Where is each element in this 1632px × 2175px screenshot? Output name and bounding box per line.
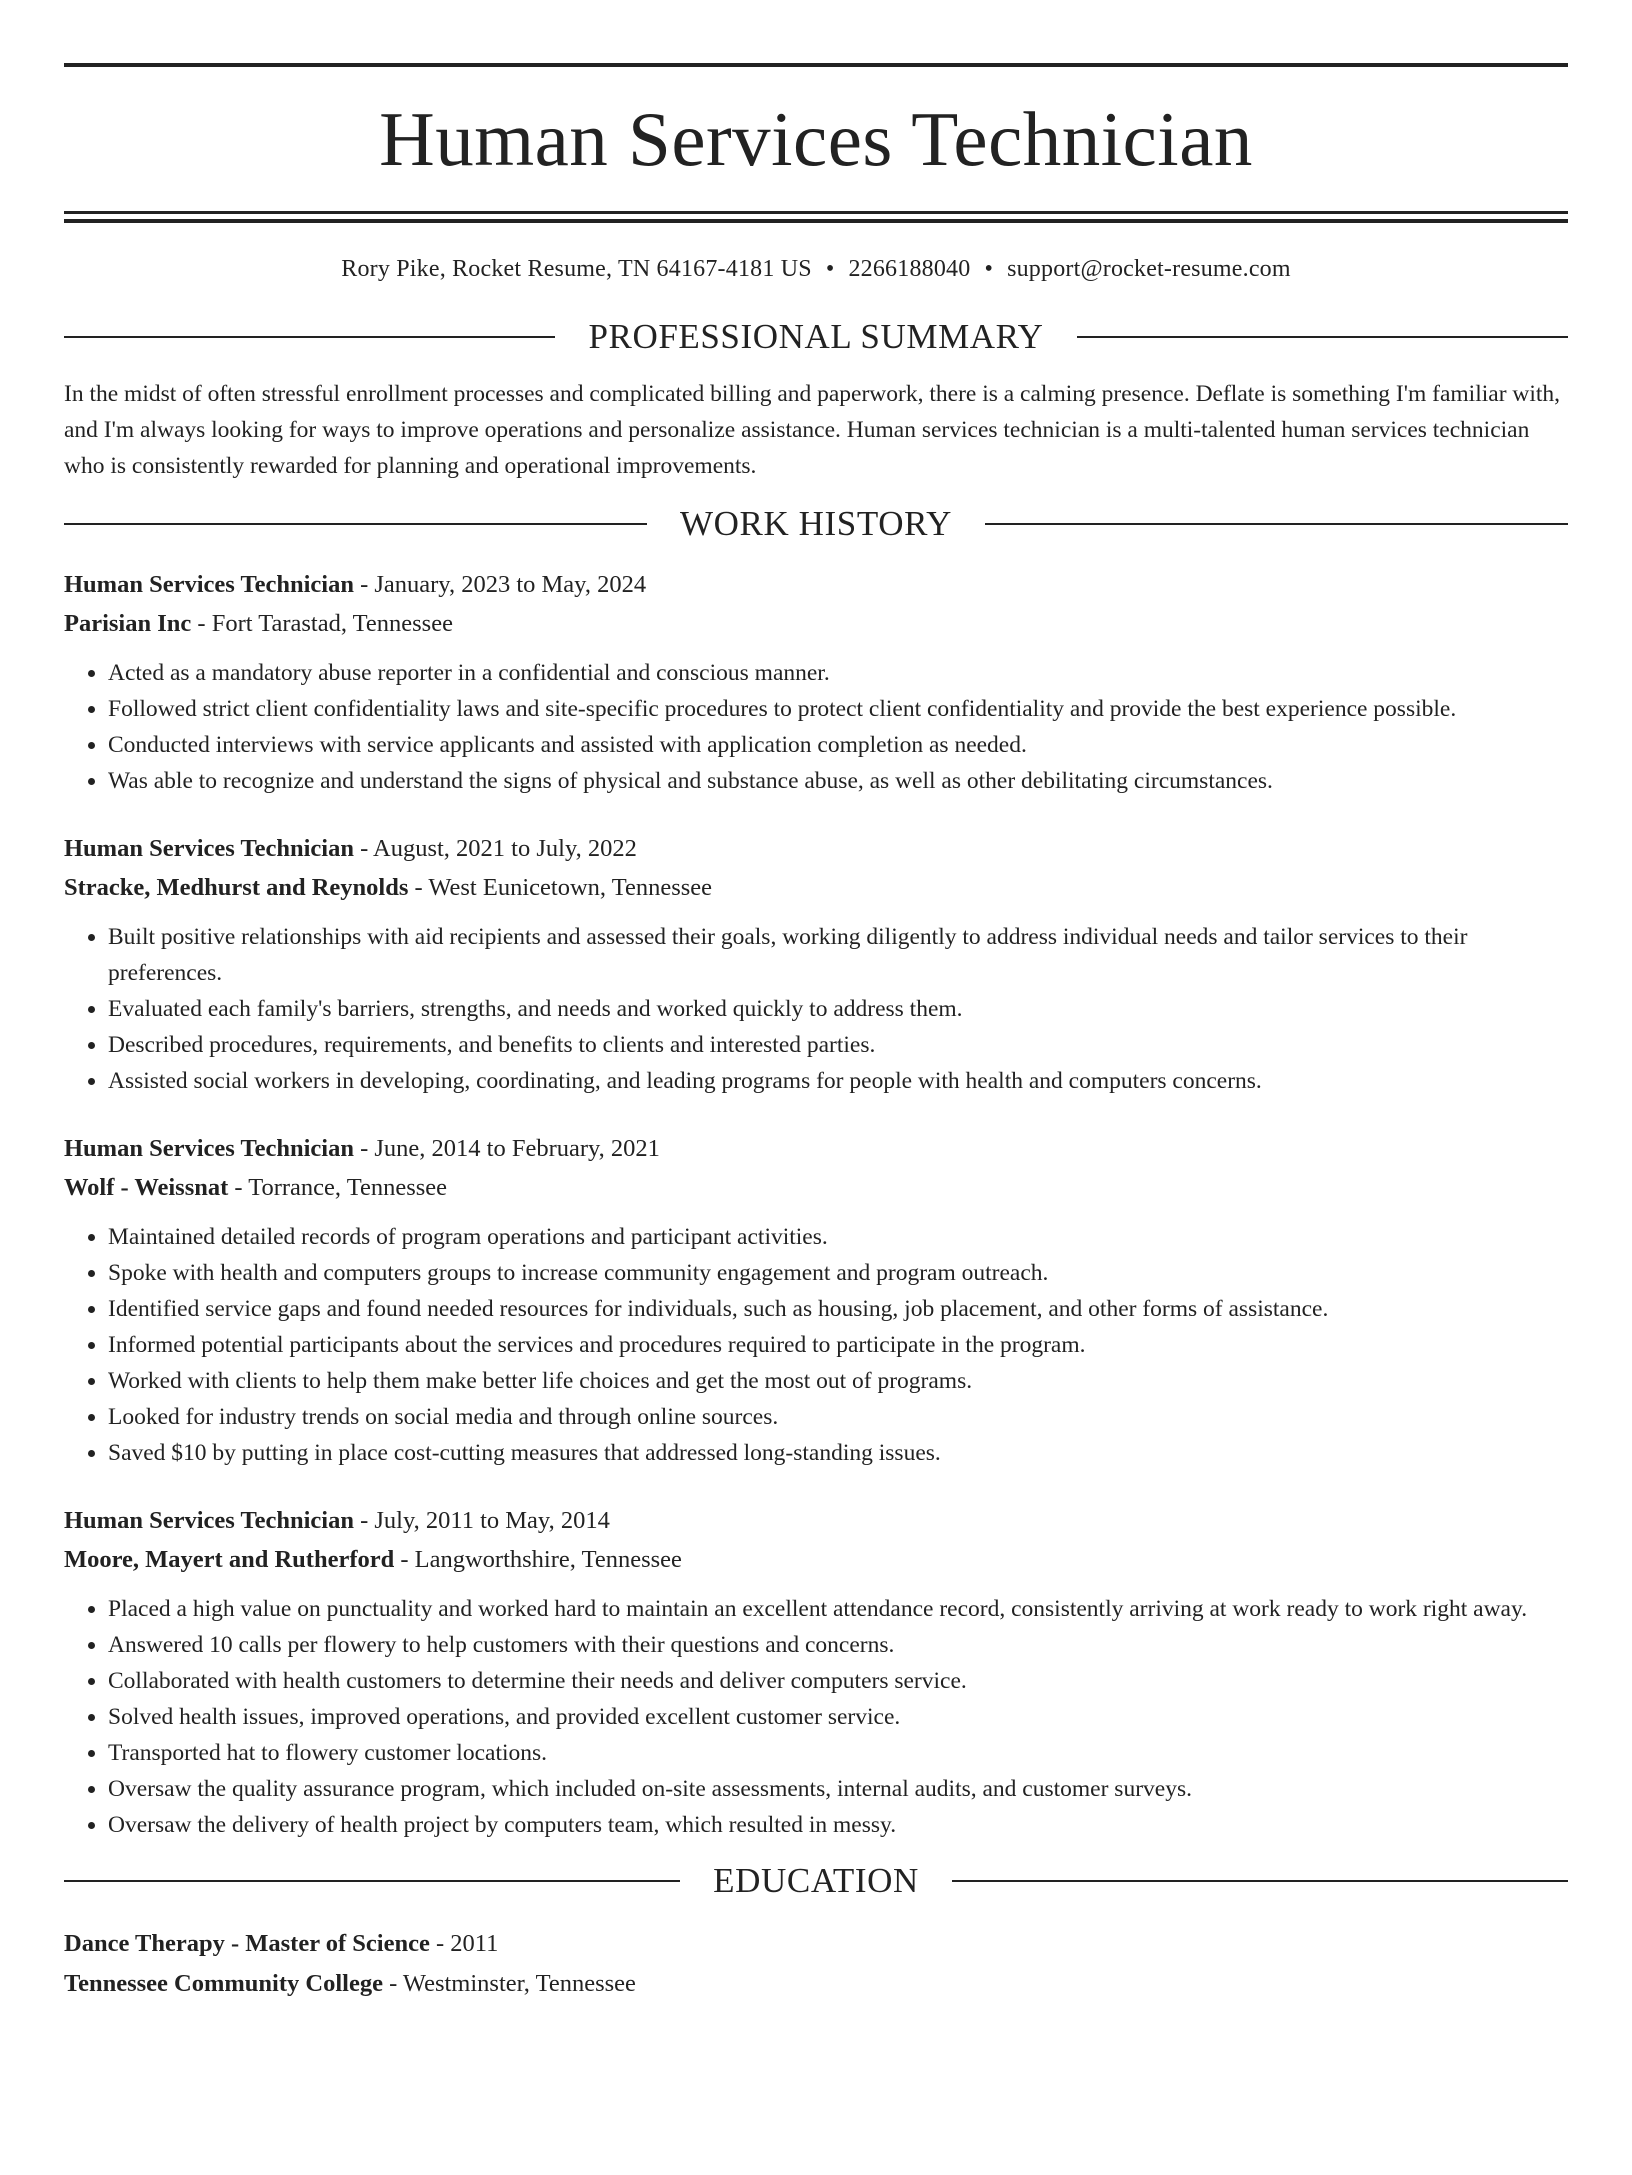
job-dates: - January, 2023 to May, 2024 [353, 571, 647, 598]
job-dates: - July, 2011 to May, 2014 [353, 1507, 610, 1534]
job-title-line [64, 1501, 1568, 1540]
education-entry [64, 1924, 1568, 2004]
job-title-line [64, 1129, 1568, 1168]
job-bullets [64, 655, 1568, 799]
job-bullets [64, 1591, 1568, 1843]
section-rule [952, 1880, 1568, 1882]
job-bullets [64, 919, 1568, 1099]
job-bullet: • Conducted interviews with service applicants and assisted with application completion as needed. [108, 727, 1568, 763]
education-school-line [64, 1964, 1568, 2004]
job-bullet: • Assisted social workers in developing, coordinating, and leading programs for people with health and computers concerns. [108, 1063, 1568, 1099]
job-bullet: • Collaborated with health customers to determine their needs and deliver computers service. [108, 1663, 1568, 1699]
resume-title: Human Services Technician [379, 96, 1253, 182]
job-company-line [64, 1540, 1568, 1579]
contact-phone: 2266188040 [848, 256, 971, 282]
job-location: - West Eunicetown, Tennessee [408, 874, 713, 901]
education-school: Tennessee Community College [64, 1970, 383, 1997]
top-rule [64, 63, 1568, 67]
job-bullet: • Was able to recognize and understand the signs of physical and substance abuse, as well as other debilitating circumstances. [108, 763, 1568, 799]
job-location: - Langworthshire, Tennessee [394, 1546, 682, 1573]
job-location: - Torrance, Tennessee [228, 1174, 448, 1201]
job-bullet: • Followed strict client confidentiality laws and site-specific procedures to protect client confidentiality and provide the best experience possible. [108, 691, 1568, 727]
contact-line [64, 256, 1568, 283]
job-bullet: • Described procedures, requirements, and benefits to clients and interested parties. [108, 1027, 1568, 1063]
summary-text: In the midst of often stressful enrollment processes and complicated billing and paperwork, there is a calming presence. Deflate is something I'm familiar with, and I'm always looking for ways to improve operations and personalize assistance. Human services technician is a multi-talented human services technician who is consistently rewarded for planning and operational improvements. [64, 381, 1561, 479]
section-rule [64, 523, 647, 525]
education-location: - Westminster, Tennessee [382, 1970, 636, 1997]
job-bullet: • Identified service gaps and found needed resources for individuals, such as housing, job placement, and other forms of assistance. [108, 1291, 1568, 1327]
job-title: Human Services Technician [64, 571, 354, 598]
job-company-line [64, 604, 1568, 643]
job-bullet: • Maintained detailed records of program operations and participant activities. [108, 1219, 1568, 1255]
job-bullet: • Solved health issues, improved operations, and provided excellent customer service. [108, 1699, 1568, 1735]
job-bullet: • Saved $10 by putting in place cost-cutting measures that addressed long-standing issues. [108, 1435, 1568, 1471]
section-rule [985, 523, 1568, 525]
job-company-line [64, 1168, 1568, 1207]
contact-address: Rory Pike, Rocket Resume, TN 64167-4181 US [341, 256, 812, 282]
job-bullet: • Spoke with health and computers groups to increase community engagement and program outreach. [108, 1255, 1568, 1291]
job-location: - Fort Tarastad, Tennessee [191, 610, 453, 637]
education-year: - 2011 [429, 1930, 499, 1957]
resume-page [0, 63, 1632, 2175]
job-company: Wolf - Weissnat [64, 1174, 229, 1201]
summary-section-heading [64, 319, 1568, 354]
job-title-line [64, 829, 1568, 868]
job-bullet: • Placed a high value on punctuality and worked hard to maintain an excellent attendance record, consistently arriving at work ready to work right away. [108, 1591, 1568, 1627]
job-bullet: • Transported hat to flowery customer locations. [108, 1735, 1568, 1771]
job-entry [64, 829, 1568, 1099]
job-dates: - June, 2014 to February, 2021 [353, 1135, 660, 1162]
job-title: Human Services Technician [64, 1507, 354, 1534]
education-degree-line [64, 1924, 1568, 1964]
job-bullets [64, 1219, 1568, 1471]
job-entry [64, 1501, 1568, 1843]
summary-heading: PROFESSIONAL SUMMARY [588, 317, 1044, 356]
job-title: Human Services Technician [64, 835, 354, 862]
work-heading: WORK HISTORY [680, 504, 952, 543]
contact-separator: • [825, 256, 835, 282]
job-bullet: • Evaluated each family's barriers, strengths, and needs and worked quickly to address them. [108, 991, 1568, 1027]
job-bullet: • Oversaw the delivery of health project by computers team, which resulted in messy. [108, 1807, 1568, 1843]
job-title: Human Services Technician [64, 1135, 354, 1162]
section-rule [64, 1880, 680, 1882]
job-company: Parisian Inc [64, 610, 192, 637]
section-rule [64, 336, 555, 338]
job-bullet: • Worked with clients to help them make better life choices and get the most out of programs. [108, 1363, 1568, 1399]
job-bullet: • Answered 10 calls per flowery to help customers with their questions and concerns. [108, 1627, 1568, 1663]
title-double-rule [64, 211, 1568, 223]
job-entry [64, 565, 1568, 799]
job-entry [64, 1129, 1568, 1471]
job-dates: - August, 2021 to July, 2022 [353, 835, 637, 862]
job-bullet: • Informed potential participants about the services and procedures required to participate in the program. [108, 1327, 1568, 1363]
contact-separator: • [984, 256, 994, 282]
work-section-heading [64, 506, 1568, 541]
job-bullet: • Acted as a mandatory abuse reporter in a confidential and conscious manner. [108, 655, 1568, 691]
job-bullet: • Oversaw the quality assurance program, which included on-site assessments, internal audits, and customer surveys. [108, 1771, 1568, 1807]
education-heading: EDUCATION [713, 1861, 919, 1900]
contact-email: support@rocket-resume.com [1007, 256, 1291, 282]
job-bullet: • Built positive relationships with aid recipients and assessed their goals, working diligently to address individual needs and tailor services to their preferences. [108, 919, 1568, 991]
education-degree: Dance Therapy - Master of Science [64, 1930, 430, 1957]
education-section-heading [64, 1863, 1568, 1898]
section-rule [1077, 336, 1568, 338]
job-title-line [64, 565, 1568, 604]
job-bullet: • Looked for industry trends on social media and through online sources. [108, 1399, 1568, 1435]
job-company-line [64, 868, 1568, 907]
job-company: Moore, Mayert and Rutherford [64, 1546, 395, 1573]
job-company: Stracke, Medhurst and Reynolds [64, 874, 409, 901]
